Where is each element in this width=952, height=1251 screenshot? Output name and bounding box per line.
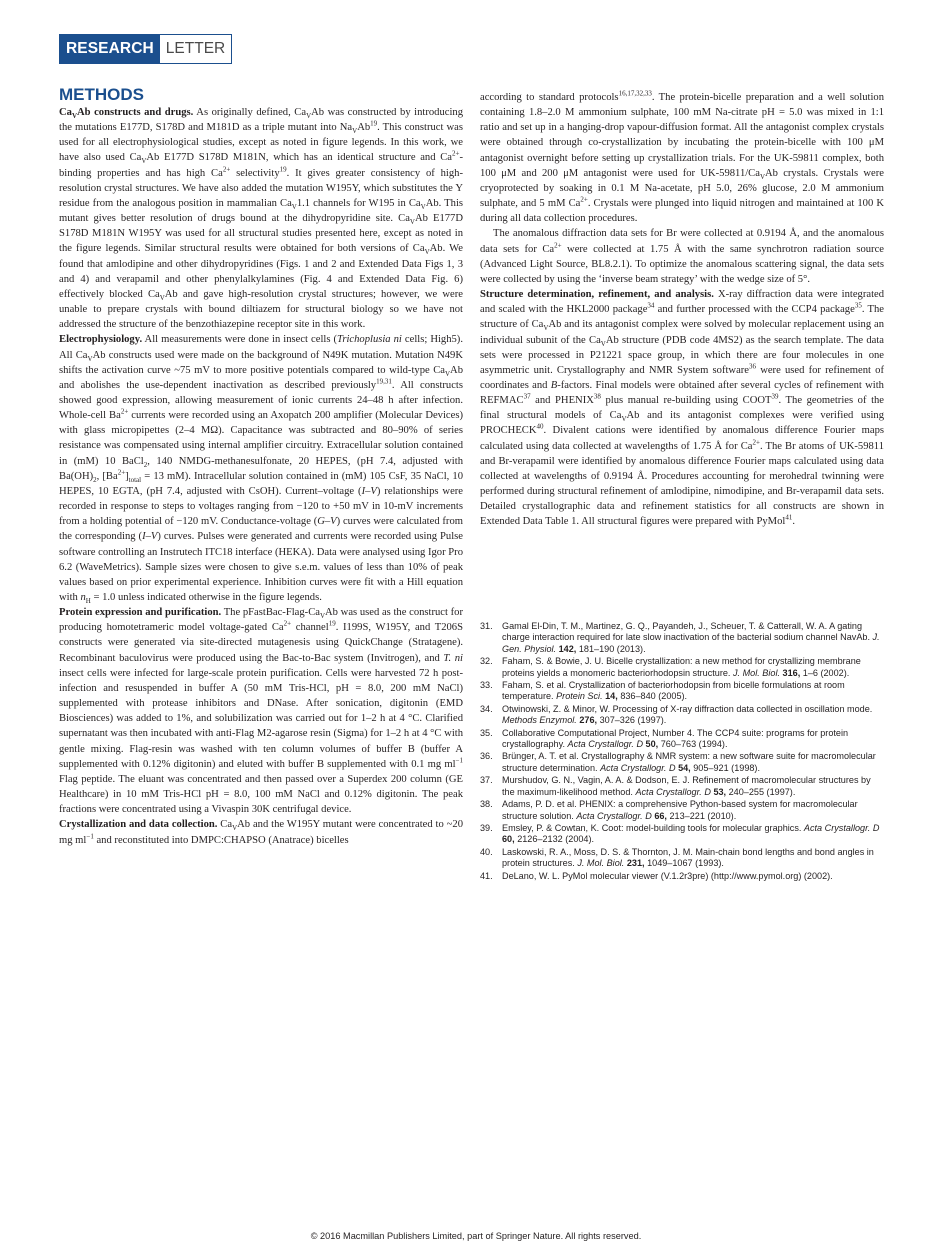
reference-item	[480, 656, 884, 679]
reference-text	[502, 751, 884, 774]
paragraph-head: Crystallization and data collection.	[59, 819, 218, 831]
reference-journal: Methods Enzymol.	[502, 715, 577, 726]
reference-volume: 142,	[558, 643, 577, 654]
reference-journal: Acta Crystallogr. D	[576, 810, 652, 821]
reference-authors: Laskowski, R. A., Moss, D. S. & Thornton, J. M. Main-chain bond lengths and bond angles in protein structures.	[502, 846, 874, 869]
reference-journal: J. Mol. Biol.	[577, 858, 625, 869]
reference-volume: 66,	[654, 810, 667, 821]
reference-number: 33.	[480, 680, 493, 691]
left-column	[59, 105, 463, 848]
reference-pages: 213–221 (2010).	[669, 810, 737, 821]
reference-journal: J. Mol. Biol.	[733, 667, 780, 678]
article-type-label: LETTER	[160, 35, 231, 63]
reference-pages: 181–190 (2013).	[578, 643, 646, 654]
reference-volume: 53,	[713, 786, 727, 797]
reference-volume: 60,	[502, 834, 515, 845]
reference-journal: Protein Sci.	[556, 691, 603, 702]
paragraph-constructs: $Ca_VAb$ constructs and drugs. As originally defined, $Ca_VAb$ was constructed by introducing the mutations E177D, S178D and M181D as a triple mutant into $Na_VAb^{19}$. This construct was used for all electrophysiological studies, except as noted in figure legends. In this work, we have also used $Ca_VAb$ E177D S178D M181N, which has an identical structure and $Ca^{2+}$-binding properties and has high $Ca^{2+}$ selectivity$^{19}$. It gives greater consistency of high-resolution crystal structures. We have also added the mutation W195Y, which substitutes the Y residue from the analogous position in mammalian $Ca_V1.1$ channels for W195 in $Ca_VAb$. This mutant gives better resolution of drugs bound at the dihydropyridine site. $Ca_VAb$ E177D S178D M181N W195Y was used for all structural studies presented here, except as noted in the figure legends. Similar structural results were obtained for both versions of $Ca_VAb$. We found that amlodipine and other dihydropyridines (Figs. 1 and 2 and Extended Data Figs 1, 3 and 4) and verapamil and other phenylalkylamines (Fig. 4 and Extended Data Fig. 6) effectively blocked $Ca_VAb$ and gave high-resolution crystal structures; however, we were unable to prepare crystals with bound diltiazem for structural biology so we have not addressed the structure of the benzothiazepine receptor site in this work.	[59, 107, 464, 331]
reference-authors: Gamal El-Din, T. M., Martinez, G. Q., Payandeh, J., Scheuer, T. & Catterall, W. A. A gating charge interaction required for late slow inactivation of the bacterial sodium channel NavAb.	[502, 621, 870, 643]
reference-pages: 905–921 (1998).	[693, 762, 760, 773]
reference-item	[480, 704, 884, 727]
reference-pages: 2126–2132 (2004).	[517, 834, 595, 845]
reference-volume: 231,	[626, 858, 645, 869]
paragraph-purification: Protein expression and purification. The pFastBac-$Flag-Ca_VAb$ was used as the construct for producing homotetrameric model voltage-gated $Ca^{2+}$ channel$^{19}$. I199S, W195Y, and T206S constructs were generated via site-directed mutagenesis using QuickChange (Stratagene). Recombinant baculovirus were produced using the Bac-to-Bac system (Invitrogen), and T. ni insect cells were infected for large-scale protein purification. Cells were harvested 72 h post-infection and resuspended in buffer A (50 mM Tris-HCl, pH = 8.0, 200 mM NaCl) supplemented with protease inhibitors and DNase. After sonication, digitonin (EMD Biosciences) was added to 1%, and solubilization was carried out for 1–2 h at 4 °C. Clarified supernatant was then incubated with anti-Flag M2-agarose resin (Sigma) for 1–2 h at 4 °C with gentle mixing. Flag-resin was washed with ten column volumes of buffer B (buffer A supplemented with 0.12% digitonin) and eluted with buffer B supplemented with 0.1 mg $ml^{-1}$ Flag peptide. The eluant was concentrated and then passed over a Superdex 200 column (GE Healthcare) in 10 mM Tris-HCl pH = 8.0, 100 mM NaCl and 0.12% digitonin. The peak fractions were concentrated using a Vivaspin 30K centrifugal device.	[59, 607, 463, 816]
reference-volume: 50,	[645, 739, 659, 750]
reference-authors: Otwinowski, Z. & Minor, W. Processing of X-ray diffraction data collected in oscillation mode.	[502, 703, 873, 714]
reference-authors: Adams, P. D. et al. PHENIX: a comprehensive Python-based system for macromolecular structure solution.	[502, 799, 858, 821]
copyright-footer: © 2016 Macmillan Publishers Limited, part of Springer Nature. All rights reserved.	[310, 1231, 642, 1241]
reference-journal: Acta Crystallogr. D	[567, 739, 644, 750]
reference-text	[502, 656, 884, 679]
section-badge	[59, 34, 232, 64]
reference-number: 40.	[480, 846, 493, 857]
reference-journal: J. Gen. Physiol.	[502, 632, 880, 654]
reference-volume: 316,	[782, 667, 801, 678]
paragraph-head: Protein expression and purification.	[59, 607, 222, 619]
right-column	[480, 90, 884, 530]
reference-text	[502, 704, 884, 727]
reference-authors: Murshudov, G. N., Vagin, A. A. & Dodson, E. J. Refinement of macromolecular structures by the maximum-likelihood method.	[502, 775, 871, 797]
reference-volume: 276,	[579, 715, 598, 726]
reference-item	[480, 775, 884, 798]
reference-number: 37.	[480, 775, 493, 786]
reference-text	[502, 799, 884, 822]
reference-item	[480, 621, 884, 655]
paragraph-crystallization: Crystallization and data collection. $Ca_VAb$ and the W195Y mutant were concentrated to ~20 mg $ml^{-1}$ and reconstituted into DMPC:CHAPSO (Anatrace) bicelles	[59, 819, 463, 846]
reference-pages: 240–255 (1997).	[728, 786, 796, 797]
reference-authors: Faham, S. et al. Crystallization of bacteriorhodopsin from bicelle formulations at room temperature.	[502, 680, 845, 702]
reference-pages: 836–840 (2005).	[620, 691, 688, 702]
reference-number: 31.	[480, 621, 493, 631]
reference-pages: 1049–1067 (1993).	[647, 858, 724, 869]
reference-item	[480, 871, 884, 882]
paragraph-crystallization-cont: according to standard protocols$^{16,17,32,33}$. The protein-bicelle preparation and a well solution containing 1.8–2.0 M ammonium sulphate, 100 mM Na-citrate pH = 5.0 was mixed in 1:1 ratio and set up in a hanging-drop vapour-diffusion format. All the antagonist complex crystals were obtained through co-crystallization by incubating the protein-bicelle with 100 μM antagonist overnight before setting up crystallization trials. For the UK-59811 complex, both 100 μM and 200 μM antagonist were used for $UK-59811/Ca_VAb$ crystals. Crystals were cryoprotected by soaking in 0.1 M Na-acetate, pH 5.0, 26% glucose, 2.0 M ammonium sulphate, and 5 mM $Ca^{2+}$. Crystals were plunged into liquid nitrogen and maintained at 100 K during all data collection procedures.	[480, 89, 884, 225]
reference-number: 35.	[480, 727, 493, 738]
reference-journal: Acta Crystallogr. D	[803, 822, 880, 833]
reference-item	[480, 751, 884, 774]
reference-authors: Emsley, P. & Cowtan, K. Coot: model-building tools for molecular graphics.	[502, 822, 802, 833]
paragraph-head: Electrophysiology.	[59, 334, 143, 346]
section-label: RESEARCH	[60, 35, 160, 63]
reference-text	[502, 728, 884, 751]
paragraph-electrophysiology: Electrophysiology. All measurements were done in insect cells (Trichoplusia ni cells; High5). All $Ca_VAb$ constructs used were made on the background of N49K mutation. Mutation N49K shifts the activation curve ~75 mV to more positive potentials compared to wild-type $Ca_VAb$ and abolishes the use-dependent inactivation as described previously$^{19,31}$. All constructs showed good expression, allowing measurement of ionic currents 24–48 h after infection. Whole-cell $Ba^{2+}$ currents were recorded using an Axopatch 200 amplifier (Molecular Devices) with glass micropipettes (2–4 MΩ). Capacitance was subtracted and 80–90% of series resistance was compensated using internal amplifier circuitry. Extracellular solution contained in (mM) 10 BaCl$_2$, 140 NMDG-methanesulfonate, 20 HEPES, (pH 7.4, adjusted with $Ba(OH)_2$, $[Ba^{2+}]_{total} = 13$ mM). Intracellular solution contained in (mM) 105 CsF, 35 NaCl, 10 HEPES, 10 EGTA, (pH 7.4, adjusted with CsOH). Current–voltage (I–V) relationships were recorded in response to steps to voltages ranging from −120 to +50 mV in 10-mV increments from a holding potential of −120 mV. Conductance-voltage (G–V) curves were calculated from the corresponding (I–V) curves. Pulses were generated and currents were recorded using Pulse software controlling an Instrutech ITC18 interface (HEKA). Data were analysed using Igor Pro 6.2 (WaveMetrics). Sample sizes were chosen to give s.e.m. values of less than 10% of peak values based on prior experimental experience. Inhibition curves were fit with a Hill equation with $n_H = 1.0$ unless indicated otherwise in the figure legends.	[59, 334, 463, 606]
reference-item	[480, 799, 884, 822]
reference-number: 34.	[480, 703, 493, 714]
reference-journal: Acta Crystallogr. D	[600, 762, 676, 773]
reference-text	[502, 775, 884, 798]
reference-number: 36.	[480, 751, 493, 762]
reference-item	[480, 680, 884, 703]
reference-item	[480, 728, 884, 751]
reference-item	[480, 823, 884, 846]
reference-volume: 14,	[605, 691, 618, 702]
paragraph-head: $Ca_VAb$ constructs and drugs.	[59, 107, 194, 121]
reference-text	[502, 847, 884, 870]
reference-number: 39.	[480, 822, 493, 833]
reference-text	[502, 871, 884, 882]
reference-item	[480, 847, 884, 870]
reference-pages: 1–6 (2002).	[802, 667, 850, 678]
reference-authors: Faham, S. & Bowie, J. U. Bicelle crystallization: a new method for crystallizing membrane proteins yields a monomeric bacteriorhodopsin structure.	[502, 656, 861, 678]
reference-pages: 760–763 (1994).	[660, 739, 728, 750]
reference-text	[502, 823, 884, 846]
reference-text	[502, 621, 884, 655]
methods-heading: METHODS	[59, 85, 144, 104]
paragraph-head: Structure determination, refinement, and analysis.	[480, 289, 714, 301]
reference-authors: Brünger, A. T. et al. Crystallography & NMR system: a new software suite for macromolecular structure determination.	[502, 751, 876, 773]
reference-number: 38.	[480, 799, 493, 810]
reference-text	[502, 680, 884, 703]
reference-authors: Collaborative Computational Project, Number 4. The CCP4 suite: programs for protein crystallography.	[502, 727, 849, 750]
reference-pages: 307–326 (1997).	[599, 715, 667, 726]
reference-volume: 54,	[678, 762, 691, 773]
reference-number: 32.	[480, 656, 493, 667]
reference-list	[480, 621, 884, 883]
reference-number: 41.	[480, 870, 493, 881]
reference-journal: Acta Crystallogr. D	[635, 786, 711, 797]
reference-authors: DeLano, W. L. PyMol molecular viewer (V.1.2r3pre) (http://www.pymol.org) (2002).	[502, 870, 833, 881]
paragraph-anomalous: The anomalous diffraction data sets for Br were collected at 0.9194 Å, and the anomalous data sets for $Ca^{2+}$ were collected at 1.75 Å with the same synchrotron radiation source (Advanced Light Source, BL8.2.1). To optimize the anomalous scattering signal, the data sets were collected by using the ‘inverse beam strategy’ with the wedge size of 5°.	[480, 228, 884, 285]
paragraph-structure: Structure determination, refinement, and analysis. X-ray diffraction data were integrated and scaled with the HKL2000 package$^{34}$ and further processed with the CCP4 package$^{35}$. The structure of $Ca_VAb$ and its antagonist complex were solved by molecular replacement using an individual subunit of the $Ca_VAb$ structure (PDB code 4MS2) as the search template. The data sets were processed in P21221 space group, in which there are four molecules in one asymmetric unit. Crystallography and NMR System software$^{36}$ were used for refinement of coordinates and B-factors. Final models were obtained after several cycles of refinement with REFMAC$^{37}$ and PHENIX$^{38}$ plus manual re-building using COOT$^{39}$. The geometries of the final structural models of $Ca_VAb$ and its antagonist complexes were verified using PROCHECK$^{40}$. Divalent cations were identified by anomalous difference Fourier maps calculated using data collected at wavelengths of 1.75 Å for $Ca^{2+}$. The Br atoms of UK-59811 and Br-verapamil were identified by anomalous difference Fourier maps calculated using data collected at wavelengths of 0.9194 Å. Procedures accounting for merohedral twinning were performed during structural refinement of amlodipine, nimodipine, and Br-verapamil data sets. Detailed crystallographic data and refinement statistics for all constructs are shown in Extended Data Table 1. All structural figures were prepared with PyMol$^{41}$.	[480, 289, 885, 528]
